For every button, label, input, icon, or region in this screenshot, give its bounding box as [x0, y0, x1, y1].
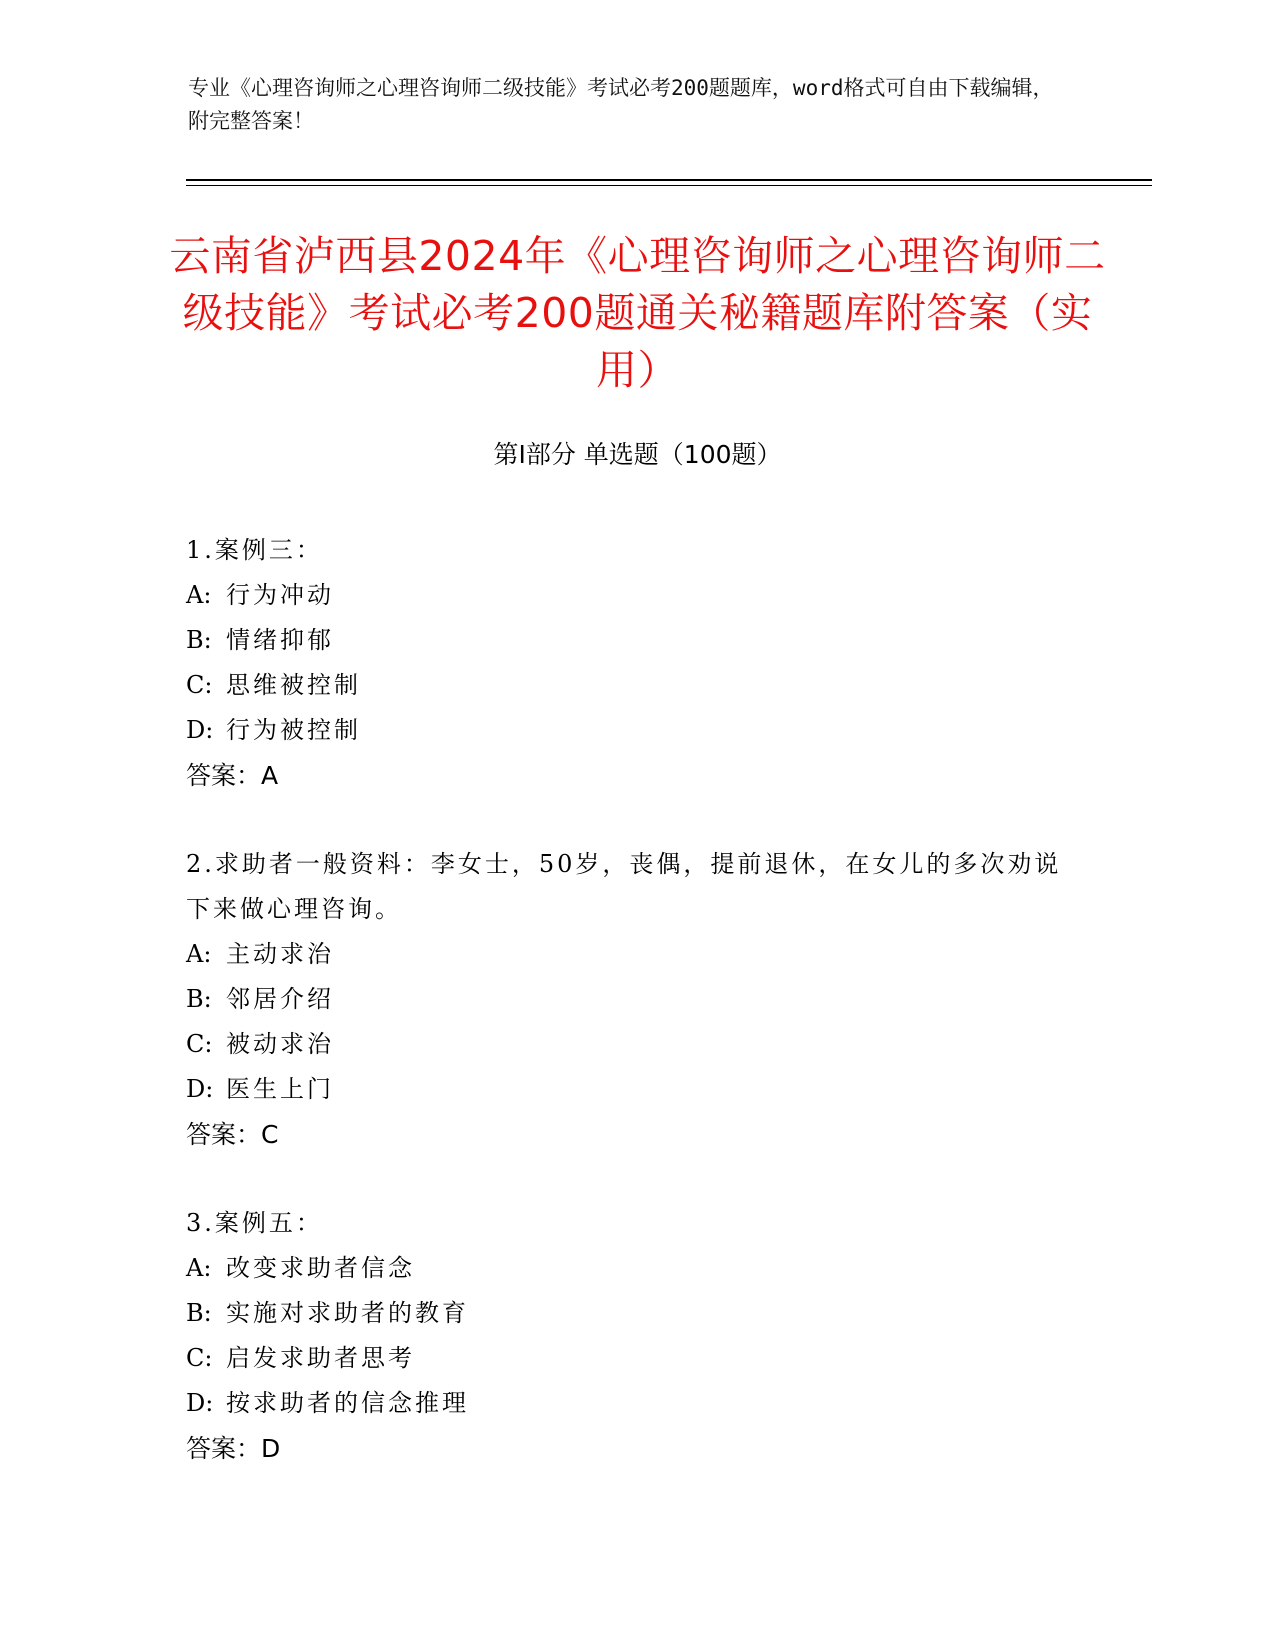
option-text: 改变求助者信念: [226, 1254, 415, 1282]
header-divider-thin: [186, 185, 1152, 186]
option-text: 被动求治: [226, 1030, 334, 1058]
option-text: 启发求助者思考: [226, 1344, 415, 1372]
option-letter: D:: [186, 1389, 214, 1417]
option-d: [186, 708, 1086, 753]
option-c: [186, 663, 1086, 708]
option-letter: C:: [186, 1030, 213, 1058]
option-text: 行为被控制: [226, 716, 361, 744]
question-list: [186, 528, 1086, 1515]
option-letter: B:: [186, 1299, 212, 1327]
option-b: [186, 618, 1086, 663]
option-b: [186, 1291, 1086, 1336]
option-text: 按求助者的信念推理: [226, 1389, 469, 1417]
option-letter: D:: [186, 1075, 214, 1103]
option-letter: B:: [186, 626, 212, 654]
option-letter: C:: [186, 1344, 213, 1372]
option-d: [186, 1381, 1086, 1426]
option-text: 实施对求助者的教育: [226, 1299, 469, 1327]
option-letter: D:: [186, 716, 214, 744]
option-a: [186, 573, 1086, 618]
answer: 答案：D: [186, 1434, 281, 1463]
answer: 答案：A: [186, 761, 279, 790]
question-text: 1.案例三：: [186, 536, 323, 564]
option-a: [186, 932, 1086, 977]
question-2: [186, 842, 1086, 1157]
header-divider: [186, 179, 1152, 181]
question-1: [186, 528, 1086, 798]
option-text: 思维被控制: [226, 671, 361, 699]
question-3: [186, 1201, 1086, 1471]
option-text: 主动求治: [226, 940, 334, 968]
option-d: [186, 1067, 1086, 1112]
option-letter: C:: [186, 671, 213, 699]
option-text: 情绪抑郁: [226, 626, 334, 654]
option-c: [186, 1022, 1086, 1067]
option-letter: B:: [186, 985, 212, 1013]
header-note: 专业《心理咨询师之心理咨询师二级技能》考试必考200题题库，word格式可自由下载编辑，附完整答案！: [188, 76, 1054, 133]
option-c: [186, 1336, 1086, 1381]
option-b: [186, 977, 1086, 1022]
document-title: 云南省泸西县2024年《心理咨询师之心理咨询师二级技能》考试必考200题通关秘籍题库附答案（实用）: [169, 232, 1106, 394]
option-a: [186, 1246, 1086, 1291]
section-heading: 第Ⅰ部分 单选题（100题）: [493, 440, 782, 469]
option-letter: A:: [186, 1254, 212, 1282]
option-letter: A:: [186, 940, 212, 968]
option-text: 行为冲动: [226, 581, 334, 609]
option-text: 邻居介绍: [226, 985, 334, 1013]
answer: 答案：C: [186, 1120, 279, 1149]
question-text: 3.案例五：: [186, 1209, 323, 1237]
option-letter: A:: [186, 581, 212, 609]
option-text: 医生上门: [226, 1075, 334, 1103]
question-text: 2.求助者一般资料：李女士，50岁，丧偶，提前退休，在女儿的多次劝说下来做心理咨询。: [186, 850, 1062, 923]
